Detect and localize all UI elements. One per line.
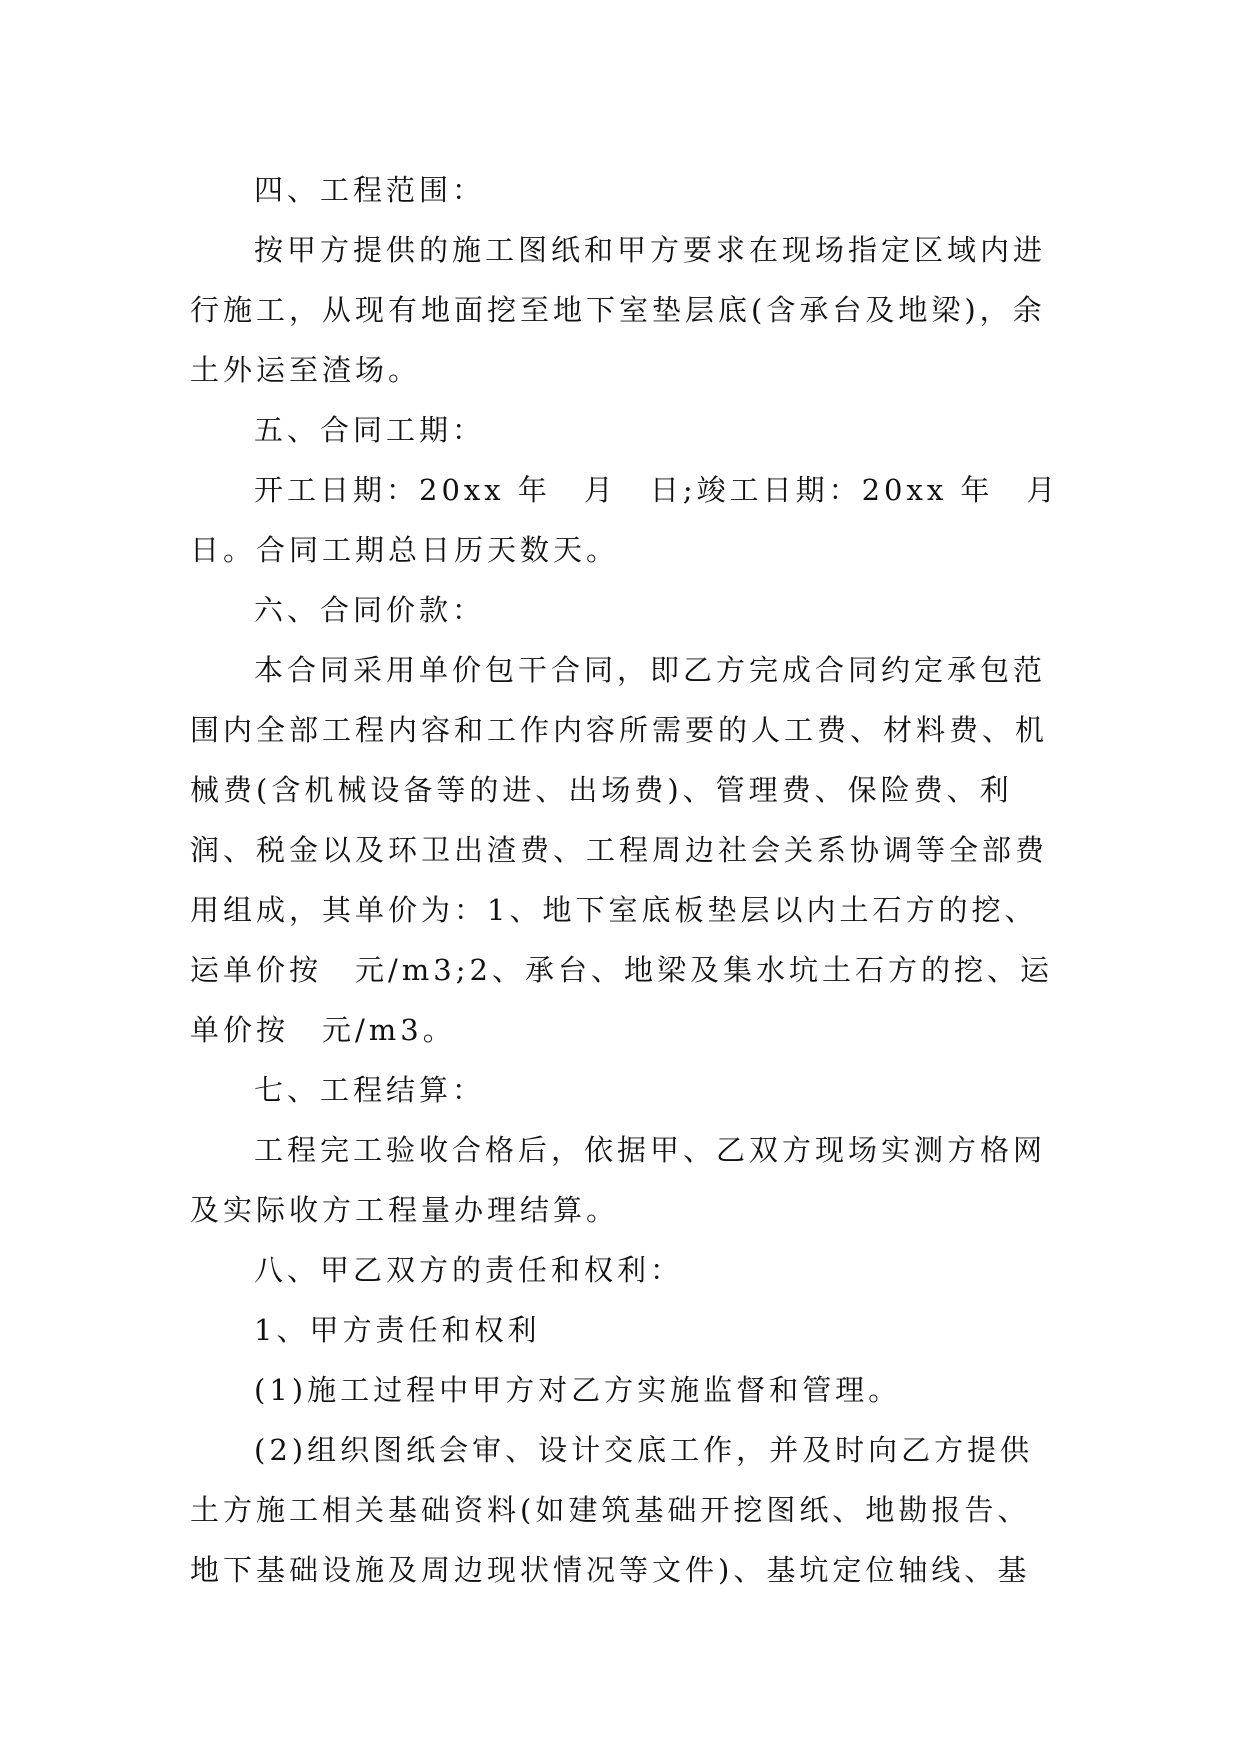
section-heading-settlement: 七、工程结算： — [254, 1073, 486, 1107]
section-heading-scope: 四、工程范围： — [254, 173, 486, 207]
paragraph-item-2: (2)组织图纸会审、设计交底工作，并及时向乙方提供土方施工相关基础资料(如建筑基础开挖图纸、地勘报告、地下基础设施及周边现状情况等文件)、基坑定位轴线、基 — [190, 1433, 1034, 1587]
paragraph-period: 开工日期：20xx 年 月 日;竣工日期：20xx 年 月 日。合同工期总日历天数天。 — [190, 473, 1093, 567]
section-heading-price: 六、合同价款： — [254, 593, 486, 627]
paragraph-item-1: (1)施工过程中甲方对乙方实施监督和管理。 — [254, 1373, 902, 1407]
paragraph-settlement: 工程完工验收合格后，依据甲、乙双方现场实测方格网及实际收方工程量办理结算。 — [190, 1133, 1047, 1227]
paragraph-scope: 按甲方提供的施工图纸和甲方要求在现场指定区域内进行施工，从现有地面挖至地下室垫层底(含承台及地梁)，余土外运至渣场。 — [190, 233, 1047, 387]
section-heading-period: 五、合同工期： — [254, 413, 486, 447]
section-heading-responsibilities: 八、甲乙双方的责任和权利： — [254, 1253, 684, 1287]
subsection-heading-party-a: 1、甲方责任和权利 — [254, 1313, 541, 1347]
document-body — [190, 160, 1093, 1600]
paragraph-price: 本合同采用单价包干合同，即乙方完成合同约定承包范围内全部工程内容和工作内容所需要的人工费、材料费、机械费(含机械设备等的进、出场费)、管理费、保险费、利润、税金以及环卫出渣费、工程周边社会关系协调等全部费用组成，其单价为：1、地下室底板垫层以内土石方的挖、运单价按 元/m3;2、承台、地梁及集水坑土石方的挖、运单价按 元/m3。 — [190, 653, 1053, 1047]
